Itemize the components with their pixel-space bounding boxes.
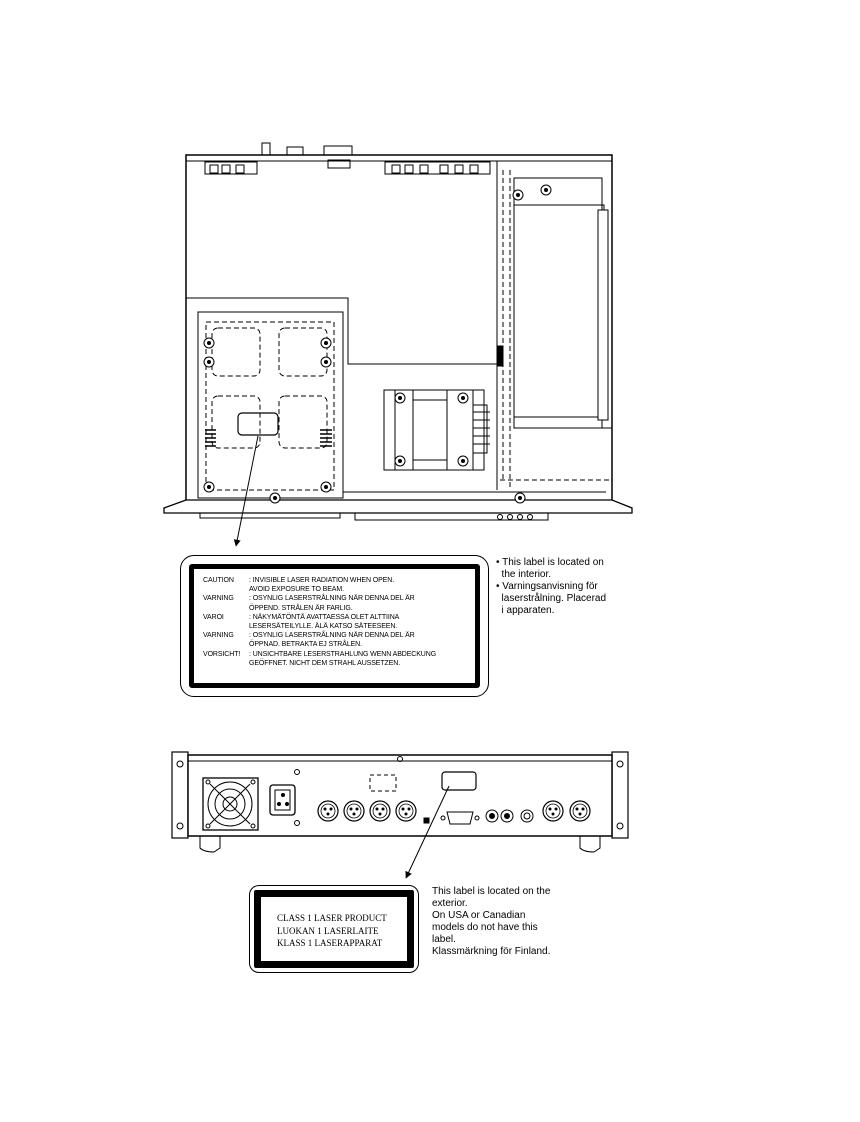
class-label-text — [277, 912, 387, 950]
warning-text: : OSYNLIG LASERSTRÅLNING NÄR DENNA DEL ÄR — [249, 595, 415, 603]
class-line: CLASS 1 LASER PRODUCT — [277, 913, 387, 923]
exterior-label-note — [432, 886, 550, 958]
warning-row-varoi — [203, 613, 436, 631]
class-line: KLASS 1 LASERAPPARAT — [277, 938, 383, 948]
warning-text-table — [203, 576, 436, 668]
note-line: i apparaten. — [496, 605, 555, 616]
note-line: exterior. — [432, 898, 468, 909]
note-line: • This label is located on — [496, 557, 604, 568]
warning-row-varning-2 — [203, 631, 436, 649]
warning-key: VARNING — [203, 632, 234, 640]
interior-warning-label — [180, 555, 489, 697]
warning-row-varning — [203, 594, 436, 612]
warning-row-vorsicht — [203, 650, 436, 668]
warning-text: GEÖFFNET. NICHT DEM STRAHL AUSSETZEN. — [249, 659, 401, 667]
warning-text: : OSYNLIG LASERSTRÅLNING NÄR DENNA DEL ÄR — [249, 632, 415, 640]
rear-panel — [172, 752, 628, 852]
note-line: On USA or Canadian — [432, 910, 526, 921]
note-line: Klassmärkning för Finland. — [432, 946, 551, 957]
interior-label-note — [496, 557, 606, 617]
note-line: label. — [432, 934, 456, 945]
warning-text: : NÄKYMÄTÖNTÄ AVATTAESSA OLET ALTTIINA — [249, 613, 400, 621]
note-line: • Varningsanvisning för — [496, 581, 598, 592]
warning-text: ÖPPEND. STRÅLEN ÄR FARLIG. — [249, 604, 353, 612]
warning-text: ÖPPNAD. BETRAKTA EJ STRÅLEN. — [249, 641, 362, 649]
warning-text: LESERSÄTEILYLLE. ÄLÄ KATSO SÄTEESEEN. — [249, 623, 398, 631]
note-line: models do not have this — [432, 922, 538, 933]
note-line: This label is located on the — [432, 886, 551, 897]
warning-text: : UNSICHTBARE LESERSTRAHLUNG WENN ABDECKUNG — [249, 650, 437, 658]
warning-key: VORSICHT! — [203, 650, 241, 658]
warning-key: CAUTION — [203, 577, 234, 584]
warning-key: VARNING — [203, 595, 234, 603]
exterior-class-label — [249, 885, 419, 973]
warning-text: : INVISIBLE LASER RADIATION WHEN OPEN. — [249, 577, 395, 584]
note-line: the interior. — [496, 569, 552, 580]
class-line: LUOKAN 1 LASERLAITE — [277, 925, 379, 936]
warning-text: AVOID EXPOSURE TO BEAM. — [249, 586, 344, 594]
note-line: laserstrålning. Placerad — [496, 593, 607, 604]
warning-row-caution — [203, 576, 436, 594]
warning-key: VAROI — [203, 613, 224, 621]
